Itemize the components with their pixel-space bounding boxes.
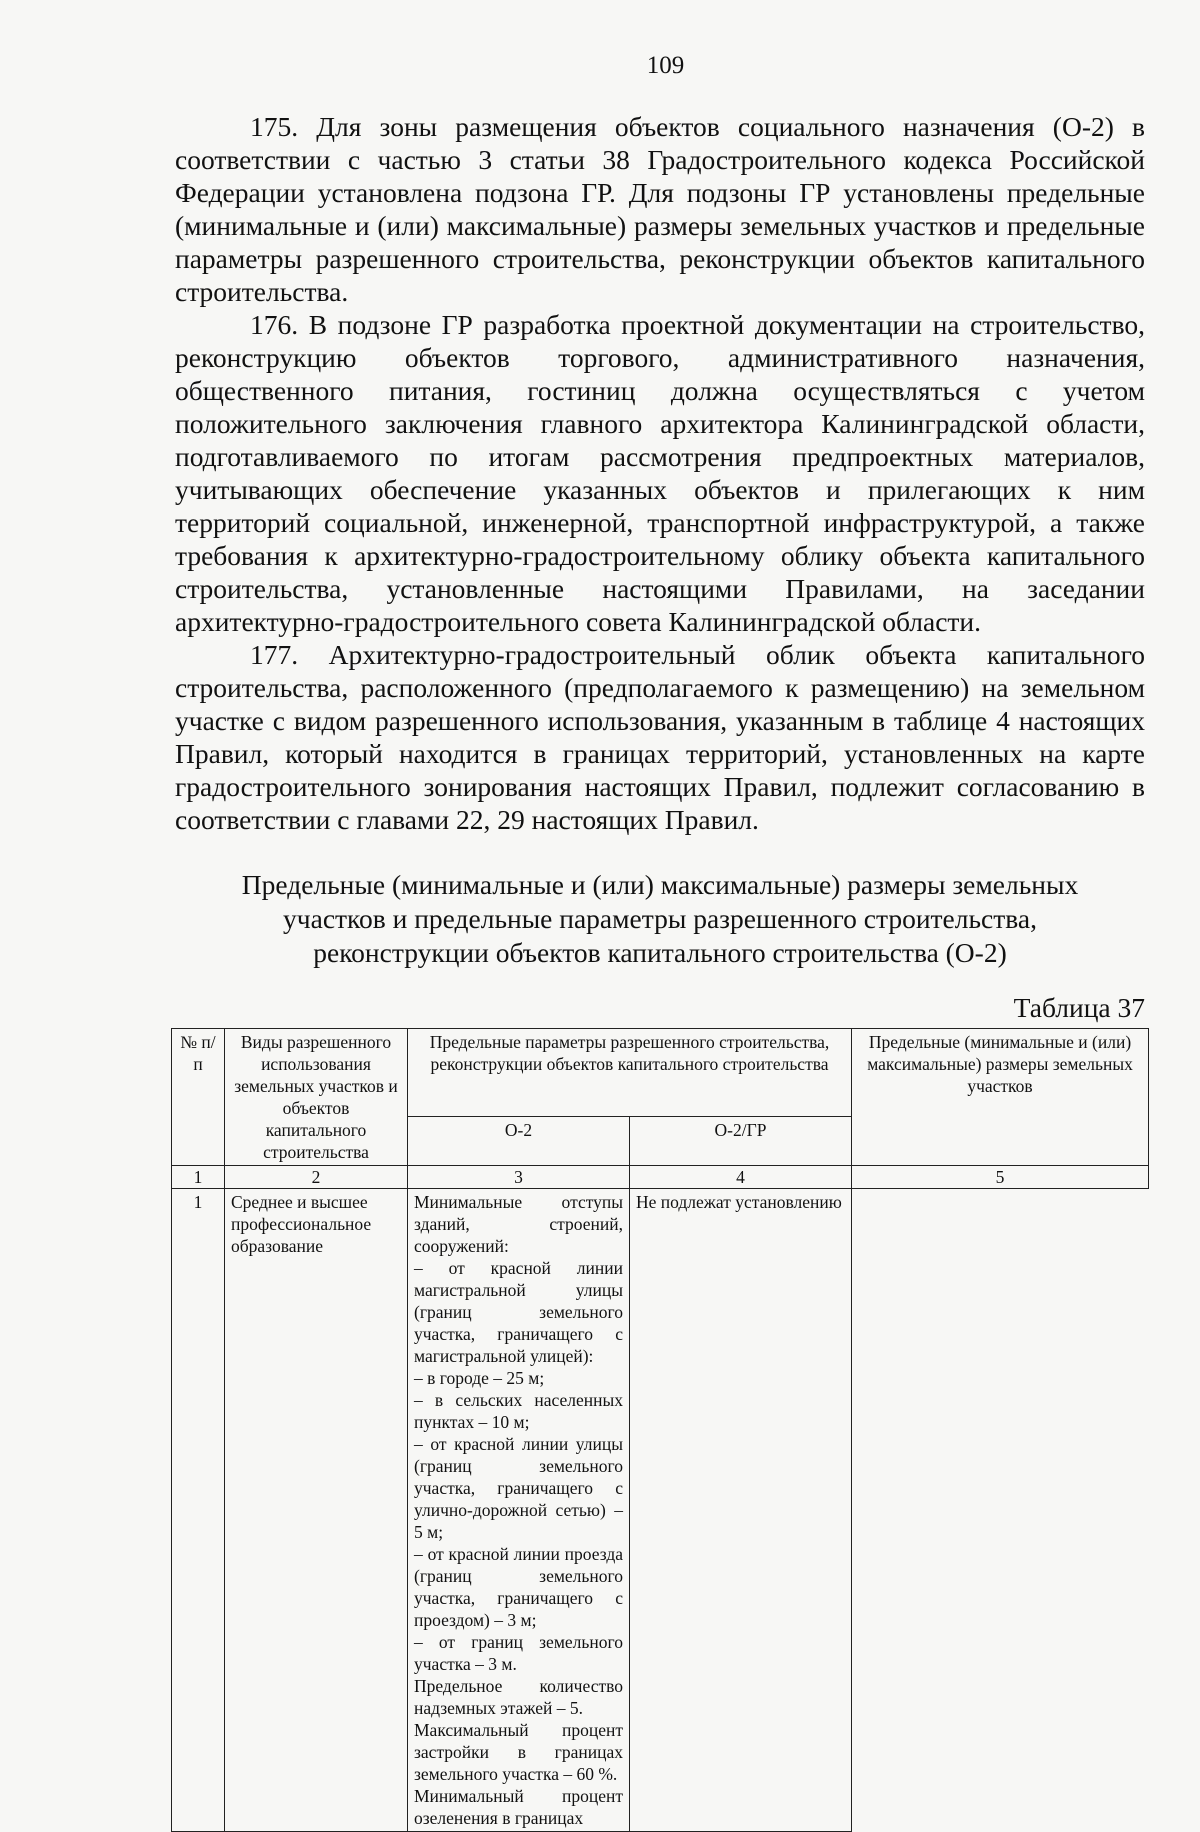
table-heading-line: Предельные (минимальные и (или) максимальные) размеры земельных <box>241 869 1079 900</box>
index-cell: 5 <box>852 1166 1149 1189</box>
header-o2: О-2 <box>408 1117 630 1166</box>
table-header-row <box>172 1029 1149 1117</box>
table-heading-line: участков и предельные параметры разрешенного строительства, <box>283 903 1037 934</box>
index-cell: 4 <box>630 1166 852 1189</box>
param-line: – в сельских населенных пунктах – 10 м; <box>414 1390 623 1432</box>
row-sizes: Не подлежат установлению <box>630 1189 852 1832</box>
header-o2gr: О-2/ГР <box>630 1117 852 1166</box>
table-heading-line: реконструкции объектов капитального строительства (О-2) <box>313 937 1007 968</box>
table-index-row <box>172 1166 1149 1189</box>
index-cell: 2 <box>225 1166 408 1189</box>
param-line: – от красной линии проезда (границ земельного участка, граничащего с проездом) – 3 м; <box>414 1544 623 1630</box>
page-number: 109 <box>646 52 685 79</box>
header-params: Предельные параметры разрешенного строительства, реконструкции объектов капитального строительства <box>408 1029 852 1117</box>
index-cell: 3 <box>408 1166 630 1189</box>
param-line: Максимальный процент застройки в границах земельного участка – 60 %. <box>414 1720 623 1784</box>
header-use-types: Виды разрешенного использования земельных участков и объектов капитального строительства <box>225 1029 408 1166</box>
index-cell: 1 <box>172 1166 225 1189</box>
table-row <box>172 1189 1149 1832</box>
regulations-table <box>171 1028 1149 1832</box>
table-container <box>171 1028 1148 1832</box>
param-line: – от границ земельного участка – 3 м. <box>414 1632 623 1674</box>
paragraph-176: 176. В подзоне ГР разработка проектной документации на строительство, реконструкцию объектов торгового, административного назначения, общественного питания, гостиниц должна осуществляться с учетом положительного заключения главного архитектора Калининградской области, подготавливаемого по итогам рассмотрения предпроектных материалов, учитывающих обеспечение указанных объектов и прилегающих к ним территорий социальной, инженерной, транспортной инфраструктурой, а также требования к архитектурно-градостроительному облику объекта капитального строительства, установленные настоящими Правилами, на заседании архитектурно-градостроительного совета Калининградской области. <box>175 309 1145 637</box>
paragraph-175: 175. Для зоны размещения объектов социального назначения (О-2) в соответствии с частью 3 статьи 38 Градостроительного кодекса Российской Федерации установлена подзона ГР. Для подзоны ГР установлены предельные (минимальные и (или) максимальные) размеры земельных участков и предельные параметры разрешенного строительства, реконструкции объектов капитального строительства. <box>175 111 1145 307</box>
row-params <box>408 1189 630 1832</box>
param-line: – от красной линии магистральной улицы (границ земельного участка, граничащего с магистральной улицей): <box>414 1258 623 1366</box>
param-line: – от красной линии улицы (границ земельного участка, граничащего с улично-дорожной сетью) – 5 м; <box>414 1434 623 1542</box>
paragraph-177: 177. Архитектурно-градостроительный облик объекта капитального строительства, расположенного (предполагаемого к размещению) на земельном участке с видом разрешенного использования, указанным в таблице 4 настоящих Правил, который находится в границах территорий, установленных на карте градостроительного зонирования настоящих Правил, подлежит согласованию в соответствии с главами 22, 29 настоящих Правил. <box>175 639 1145 835</box>
param-line: – в городе – 25 м; <box>414 1368 545 1388</box>
row-use-type: Среднее и высшее профессиональное образование <box>225 1189 408 1832</box>
param-line: Минимальные отступы зданий, строений, сооружений: <box>414 1192 623 1256</box>
row-num: 1 <box>172 1189 225 1832</box>
body-text <box>175 110 1145 836</box>
param-line: Предельное количество надземных этажей – 5. <box>414 1676 623 1718</box>
param-line: Минимальный процент озеленения в границах <box>414 1786 623 1828</box>
header-num: № п/п <box>172 1029 225 1166</box>
table-heading <box>175 868 1145 970</box>
header-sizes: Предельные (минимальные и (или) максимальные) размеры земельных участков <box>852 1029 1149 1166</box>
table-caption: Таблица 37 <box>1013 992 1145 1023</box>
